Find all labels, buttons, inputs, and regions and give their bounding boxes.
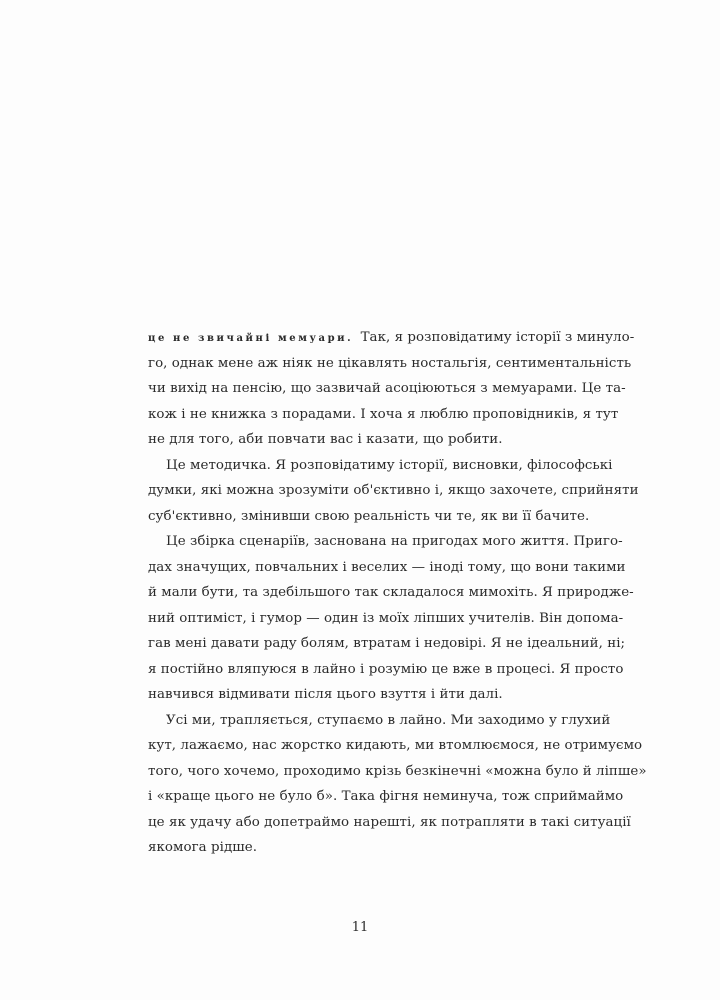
text-line: не для того, аби повчати вас і казати, що робити.: [148, 432, 503, 447]
text-line: якомога рідше.: [148, 840, 258, 855]
text-line: го, однак мене аж ніяк не цікавлять ностальгія, сентиментальність: [148, 355, 632, 371]
chapter-lead-in: це не звичайні мемуари.: [148, 333, 354, 344]
page-number: 11: [351, 920, 369, 935]
text-line: ний оптиміст, і гумор — один із моїх ліпших учителів. Він допома-: [148, 610, 624, 626]
text-line: гав мені давати раду болям, втратам і недовірі. Я не ідеальний, ні;: [148, 636, 626, 651]
text-line: того, чого хочемо, проходимо крізь безкінечні «можна було й ліпше»: [148, 763, 647, 779]
text-line: думки, які можна зрозуміти об'єктивно і, якщо захочете, сприйняти: [148, 483, 639, 498]
text-line: чи вихід на пенсію, що зазвичай асоціюються з мемуарами. Це та-: [148, 381, 626, 396]
text-line: і «краще цього не було б». Така фігня неминуча, тож сприймаймо: [148, 789, 624, 804]
body-text: [148, 325, 647, 861]
text-line: й мали бути, та здебільшого так складалося мимохіть. Я природже-: [148, 585, 634, 600]
text-line: [148, 325, 635, 351]
text-line: Усі ми, трапляється, ступаємо в лайно. Ми заходимо у глухий: [166, 712, 611, 728]
text-line: Це методичка. Я розповідатиму історії, висновки, філософські: [166, 457, 613, 473]
text-line: дах значущих, повчальних і веселих — іноді тому, що вони такими: [148, 559, 626, 575]
text-line: це як удачу або допетраймо нарешті, як потрапляти в такі ситуації: [148, 814, 631, 830]
text-line: Це збірка сценаріїв, заснована на пригодах мого життя. Приго-: [166, 534, 623, 549]
text-line-fragment: Так, я розповідатиму історії з минуло-: [356, 330, 635, 345]
text-line: суб'єктивно, змінивши свою реальність чи те, як ви її бачите.: [148, 508, 590, 524]
text-line: кут, лажаємо, нас жорстко кидають, ми втомлюємося, не отримуємо: [148, 738, 643, 753]
text-line: навчився відмивати після цього взуття і йти далі.: [148, 687, 503, 702]
text-line: кож і не книжка з порадами. І хоча я люблю проповідників, я тут: [148, 406, 619, 422]
text-line: я постійно вляпуюся в лайно і розумію це вже в процесі. Я просто: [148, 661, 624, 677]
